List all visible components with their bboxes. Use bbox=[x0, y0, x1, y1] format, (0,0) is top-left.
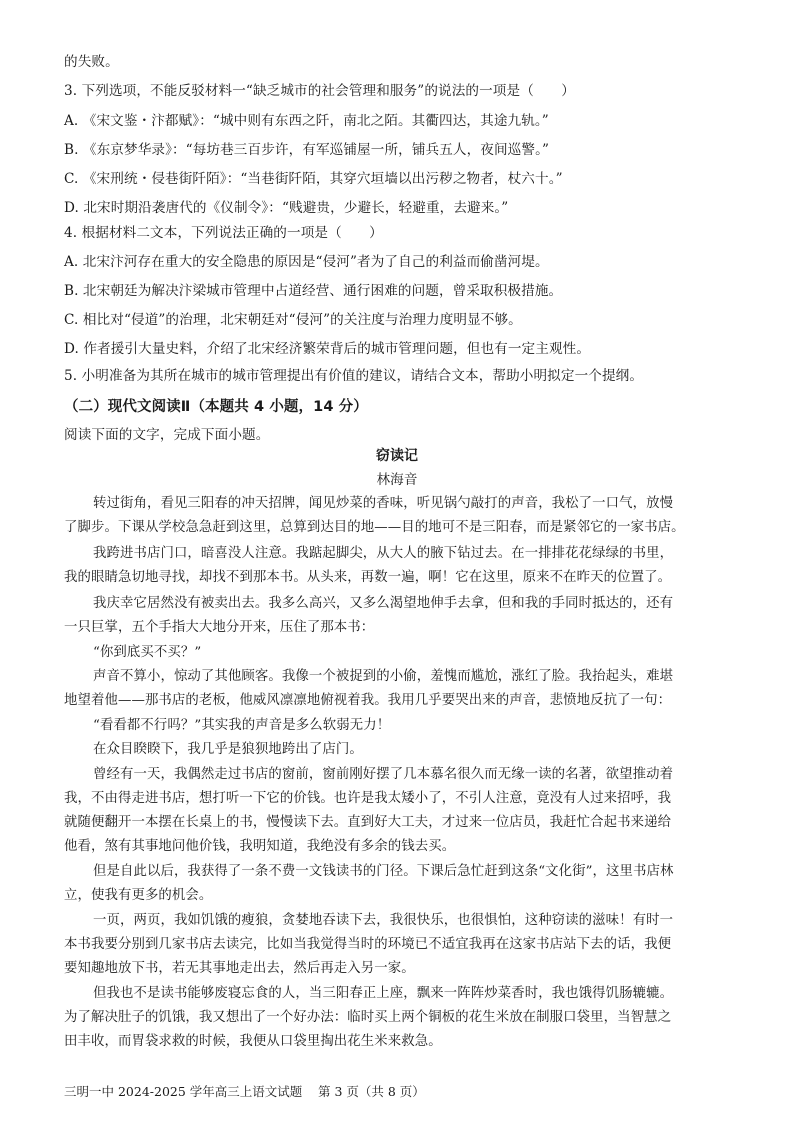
article-line: 就随便翻开一本摆在长桌上的书，慢慢读下去。直到好大工夫，才过来一位店员，我赶忙合起书来递给 bbox=[64, 815, 672, 830]
article-line: 了脚步。下课从学校急急赶到这里，总算到达目的地——目的地可不是三阳春，而是紧邻它的一家书店。 bbox=[64, 520, 685, 535]
article-line: 一页，两页，我如饥饿的瘦狼，贪婪地吞读下去，我很快乐，也很惧怕，这种窃读的滋味！有时一 bbox=[93, 913, 674, 928]
article-line: 曾经有一天，我偶然走过书店的窗前，窗前刚好摆了几本慕名很久而无缘一读的名著，欲望推动着 bbox=[93, 767, 674, 782]
article-line: 地望着他——那书店的老板，他威风凛凛地俯视着我。我用几乎要哭出来的声音，悲愤地反抗了一句： bbox=[64, 693, 672, 708]
section-heading: （二）现代文阅读Ⅱ（本题共 4 小题，14 分） bbox=[64, 399, 368, 415]
article-line: 本书我要分别到几家书店去读完，比如当我觉得当时的环境已不适宜我再在这家书店站下去的话，我便 bbox=[64, 937, 672, 952]
question-4-stem: 4. 根据材料二文本，下列说法正确的一项是（ ） bbox=[64, 225, 383, 241]
footer-page-number: 第 3 页（共 8 页） bbox=[318, 1084, 425, 1099]
question-3-option-a: A. 《宋文鉴・汴都赋》：“城中则有东西之阡，南北之陌。其衢四达，其途九轨。” bbox=[64, 113, 549, 129]
article-line: 我的眼睛急切地寻找，却找不到那本书。从头来，再数一遍，啊！它在这里，原来不在昨天的位置了。 bbox=[64, 570, 672, 585]
article-title: 窃读记 bbox=[375, 448, 419, 464]
article-line: “看看都不行吗？”其实我的声音是多么软弱无力！ bbox=[93, 718, 391, 733]
footer-exam-title: 三明一中 2024-2025 学年高三上语文试题 bbox=[64, 1084, 303, 1099]
question-3-option-b: B. 《东京梦华录》：“每坊巷三百步许，有军巡铺屋一所，铺兵五人，夜间巡警。” bbox=[64, 142, 550, 158]
article-line: 声音不算小，惊动了其他顾客。我像一个被捉到的小偷，羞愧而尴尬，涨红了脸。我抬起头，难堪 bbox=[93, 669, 674, 684]
article-line: 为了解决肚子的饥饿，我又想出了一个好办法：临时买上两个铜板的花生米放在制服口袋里，当智慧之 bbox=[64, 1010, 672, 1025]
article-line: 但我也不是读书能够废寝忘食的人，当三阳春正上座，飘来一阵阵炒菜香时，我也饿得饥肠辘辘。 bbox=[93, 986, 674, 1001]
question-4-option-c: C. 相比对“侵道”的治理，北宋朝廷对“侵河”的关注度与治理力度明显不够。 bbox=[64, 312, 522, 328]
question-4-option-b: B. 北宋朝廷为解决汴梁城市管理中占道经营、通行困难的问题，曾采取积极措施。 bbox=[64, 283, 563, 299]
article-author: 林海音 bbox=[376, 472, 418, 488]
reading-instruction: 阅读下面的文字，完成下面小题。 bbox=[64, 427, 270, 443]
question-4-option-a: A. 北宋汴河存在重大的安全隐患的原因是“侵河”者为了自己的利益而偷凿河堤。 bbox=[64, 254, 549, 270]
article-line: 要知趣地放下书，若无其事地走出去，然后再走入另一家。 bbox=[64, 961, 415, 976]
article-line: 在众目睽睽下，我几乎是狼狈地跨出了店门。 bbox=[93, 742, 363, 757]
article-line: 我，不由得走进书店，想打听一下它的价钱。也许是我太矮小了，不引人注意，竟没有人过来招呼，我 bbox=[64, 791, 672, 806]
question-3-stem: 3. 下列选项，不能反驳材料一“缺乏城市的社会管理和服务”的说法的一项是（ ） bbox=[64, 83, 575, 99]
article-line: 他看，煞有其事地问他价钱，我明知道，我绝没有多余的钱去买。 bbox=[64, 839, 456, 854]
article-line: 我庆幸它居然没有被卖出去。我多么高兴，又多么渴望地伸手去拿，但和我的手同时抵达的，还有 bbox=[93, 596, 674, 611]
article-line: 一只巨掌，五个手指大大地分开来，压住了那本书： bbox=[64, 620, 375, 635]
article-line: 我跨进书店门口，暗喜没人注意。我踮起脚尖，从大人的腋下钻过去。在一排排花花绿绿的书里， bbox=[93, 546, 674, 561]
question-4-option-d: D. 作者援引大量史料，介绍了北宋经济繁荣背后的城市管理问题，但也有一定主观性。 bbox=[64, 341, 591, 357]
article-line: 但是自此以后，我获得了一条不费一文钱读书的门径。下课后急忙赶到这条“文化街”，这里书店林 bbox=[93, 864, 674, 879]
question-3-option-c: C. 《宋刑统・侵巷街阡陌》：“当巷街阡陌，其穿穴垣墙以出污秽之物者，杖六十。” bbox=[64, 171, 563, 187]
question-5-stem: 5. 小明准备为其所在城市的城市管理提出有价值的建议，请结合文本，帮助小明拟定一个提纲。 bbox=[64, 368, 644, 384]
article-line: 田丰收，而胃袋求救的时候，我便从口袋里掏出花生米来救急。 bbox=[64, 1034, 442, 1049]
article-line: 立，使我有更多的机会。 bbox=[64, 888, 213, 903]
article-line: “你到底买不买？” bbox=[93, 645, 202, 660]
article-line: 转过街角，看见三阳春的冲天招牌，闻见炒菜的香味，听见锅勺敲打的声音，我松了一口气，放慢 bbox=[93, 496, 674, 511]
question-3-option-d: D. 北宋时期沿袭唐代的《仪制令》：“贱避贵，少避长，轻避重，去避来。” bbox=[64, 200, 509, 216]
previous-text-fragment: 的失败。 bbox=[64, 54, 119, 70]
